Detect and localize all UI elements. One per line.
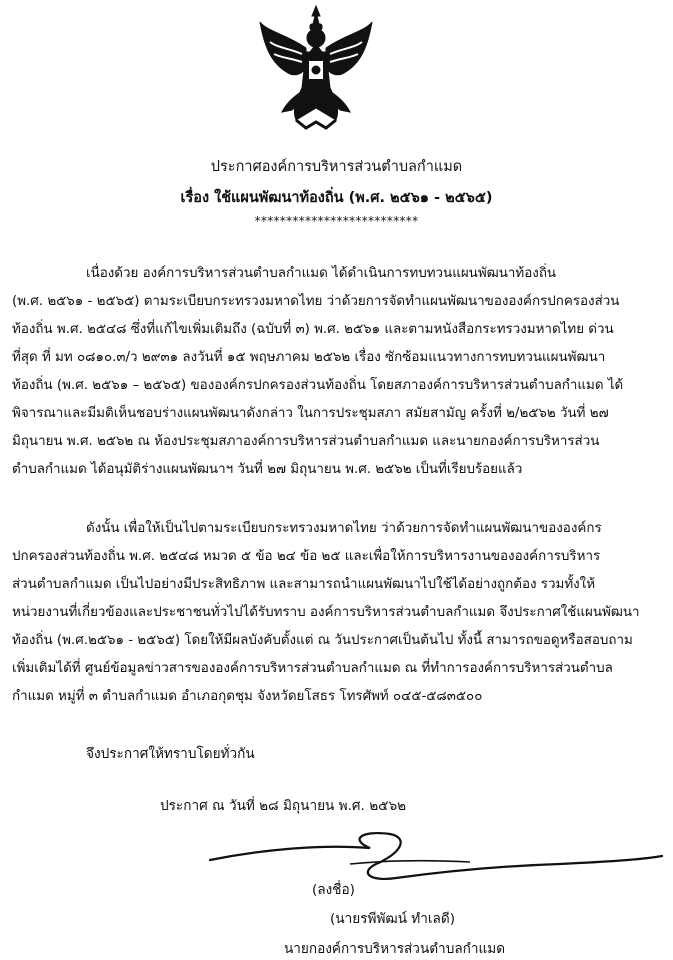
paragraph-line: ปกครองส่วนท้องถิ่น พ.ศ. ๒๕๔๘ หมวด ๕ ข้อ ๒๔ ข้อ ๒๕ และเพื่อให้การบริหารงานขององค์การบริหาร [12, 549, 601, 564]
paragraph-line: ส่วนตำบลกำแมด เป็นไปอย่างมีประสิทธิภาพ และสามารถนำแผนพัฒนาไปใช้ได้อย่างถูกต้อง รวมทั้งให้ [12, 577, 596, 592]
signed-label: (ลงชื่อ) [312, 882, 355, 898]
paragraph-line: ตำบลกำแมด ได้อนุมัติร่างแผนพัฒนาฯ วันที่ ๒๗ มิถุนายน พ.ศ. ๒๕๖๒ เป็นที่เรียบร้อยแล้ว [12, 462, 523, 477]
paragraph-line: มิถุนายน พ.ศ. ๒๕๖๒ ณ ห้องประชุมสภาองค์การบริหารส่วนตำบลกำแมด และนายกองค์การบริหารส่วน [12, 434, 600, 449]
paragraph-line: ท้องถิ่น พ.ศ. ๒๕๔๘ ซึ่งที่แก้ไขเพิ่มเติมถึง (ฉบับที่ ๓) พ.ศ. ๒๕๖๑ และตามหนังสือกระทรวงมหาดไทย ด่วน [12, 322, 614, 337]
paragraph-line: ที่สุด ที่ มท ๐๘๑๐.๓/ว ๒๙๓๑ ลงวันที่ ๑๕ พฤษภาคม ๒๕๖๒ เรื่อง ซักซ้อมแนวทางการทบทวนแผนพัฒนา [12, 350, 606, 365]
paragraph-line: ดังนั้น เพื่อให้เป็นไปตามระเบียบกระทรวงมหาดไทย ว่าด้วยการจัดทำแผนพัฒนาขององค์กร [86, 521, 602, 536]
paragraph-line: เพิ่มเติมได้ที่ ศูนย์ข้อมูลข่าวสารขององค์การบริหารส่วนตำบลกำแมด ณ ที่ทำการองค์การบริหารส่วนตำบล [12, 661, 613, 676]
announcement-title: ประกาศองค์การบริหารส่วนตำบลกำแมด [210, 159, 463, 175]
paragraph-1 [12, 260, 660, 484]
paragraph-line: ท้องถิ่น (พ.ศ. ๒๕๖๑ – ๒๕๖๕) ขององค์กรปกครองส่วนท้องถิ่น โดยสภาองค์การบริหารส่วนตำบลกำแมด ได้ [12, 378, 624, 393]
paragraph-line: (พ.ศ. ๒๕๖๑ - ๒๕๖๕) ตามระเบียบกระทรวงมหาดไทย ว่าด้วยการจัดทำแผนพัฒนาขององค์กรปกครองส่วน [12, 294, 620, 309]
paragraph-line: พิจารณาและมีมติเห็นชอบร่างแผนพัฒนาดังกล่าว ในการประชุมสภา สมัยสามัญ ครั้งที่ ๒/๒๕๖๒ วันที่ ๒๗ [12, 406, 609, 421]
paragraph-line: หน่วยงานที่เกี่ยวข้องและประชาชนทั่วไปได้รับทราบ องค์การบริหารส่วนตำบลกำแมด จึงประกาศใช้แผนพัฒนา [12, 605, 640, 620]
announcement-date: ประกาศ ณ วันที่ ๒๘ มิถุนายน พ.ศ. ๒๕๖๒ [160, 798, 407, 814]
paragraph-line: เนื่องด้วย องค์การบริหารส่วนตำบลกำแมด ได้ดำเนินการทบทวนแผนพัฒนาท้องถิ่น [86, 266, 557, 281]
garuda-emblem-icon [256, 4, 376, 132]
signer-name: (นายรพีพัฒน์ ทำเลดี) [330, 911, 456, 927]
announcement-subject: เรื่อง ใช้แผนพัฒนาท้องถิ่น (พ.ศ. ๒๕๖๑ - ๒๕๖๕) [180, 190, 493, 206]
paragraph-line: กำแมด หมู่ที่ ๓ ตำบลกำแมด อำเภอกุดชุม จังหวัดยโสธร โทรศัพท์ ๐๔๕-๕๘๓๕๐๐ [12, 689, 483, 704]
paragraph-line: ท้องถิ่น (พ.ศ.๒๕๖๑ - ๒๕๖๕) โดยให้มีผลบังคับตั้งแต่ ณ วันประกาศเป็นต้นไป ทั้งนี้ สามารถขอดูหรือสอบถาม [12, 633, 633, 648]
separator-stars: ************************** [254, 214, 419, 228]
paragraph-2 [12, 515, 660, 711]
signer-position: นายกองค์การบริหารส่วนตำบลกำแมด [284, 941, 506, 957]
closing-statement: จึงประกาศให้ทราบโดยทั่วกัน [86, 746, 255, 762]
handwritten-signature [200, 820, 670, 900]
